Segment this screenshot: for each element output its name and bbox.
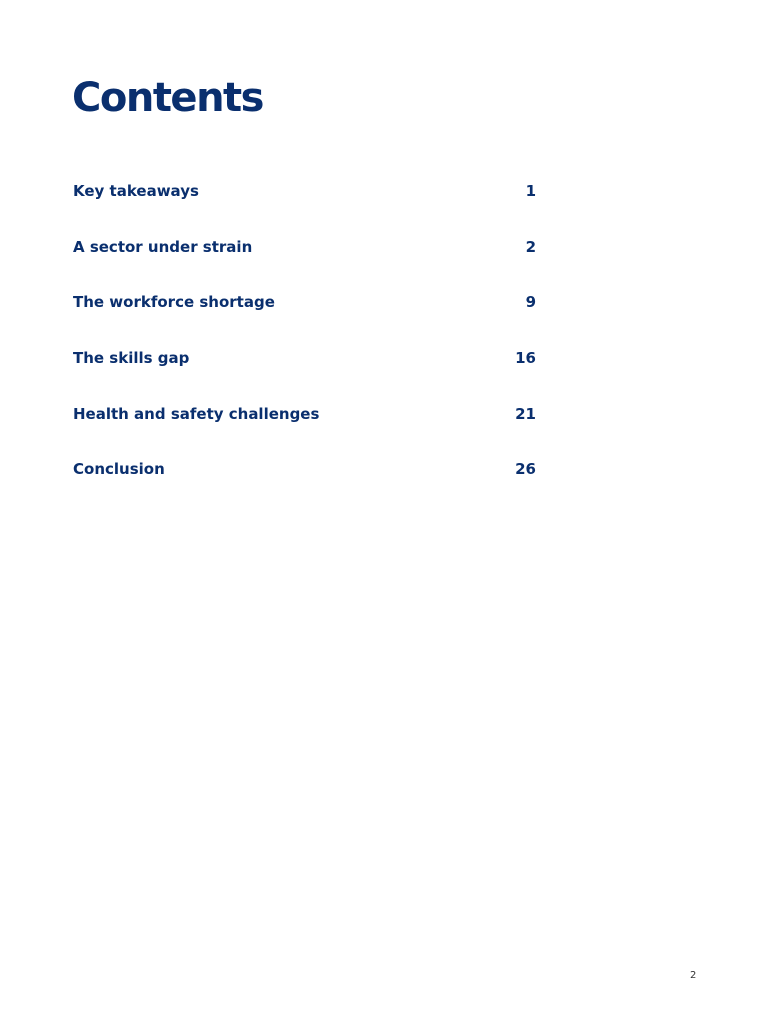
toc-link-key-takeaways[interactable] — [73, 172, 536, 228]
page-title: Contents — [72, 75, 263, 121]
toc-link-the-skills-gap[interactable] — [73, 339, 536, 395]
toc-item — [73, 450, 536, 506]
toc-item — [73, 172, 536, 228]
toc-entry-page-number: 26 — [515, 460, 536, 479]
toc-entry-label: Conclusion — [73, 460, 165, 479]
toc-entry-label: The workforce shortage — [73, 293, 275, 312]
toc-link-the-workforce-shortage[interactable] — [73, 283, 536, 339]
toc-entry-page-number: 21 — [515, 404, 536, 423]
toc-entry-label: Health and safety challenges — [73, 404, 320, 423]
toc-entry-label: The skills gap — [73, 349, 190, 368]
toc-entry-label: Key takeaways — [73, 182, 199, 200]
table-of-contents — [73, 172, 536, 506]
toc-item — [73, 283, 536, 339]
toc-entry-page-number: 16 — [515, 349, 536, 368]
toc-item — [73, 228, 536, 284]
toc-item — [73, 339, 536, 395]
toc-entry-page-number: 1 — [525, 182, 536, 200]
toc-link-a-sector-under-strain[interactable] — [73, 228, 536, 284]
toc-item — [73, 395, 536, 451]
toc-link-health-and-safety-challenges[interactable] — [73, 395, 536, 451]
toc-link-conclusion[interactable] — [73, 450, 536, 506]
toc-entry-page-number: 2 — [525, 237, 536, 256]
toc-entry-label: A sector under strain — [73, 237, 253, 256]
toc-entry-page-number: 9 — [525, 293, 536, 312]
footer-page-number: 2 — [690, 970, 697, 981]
